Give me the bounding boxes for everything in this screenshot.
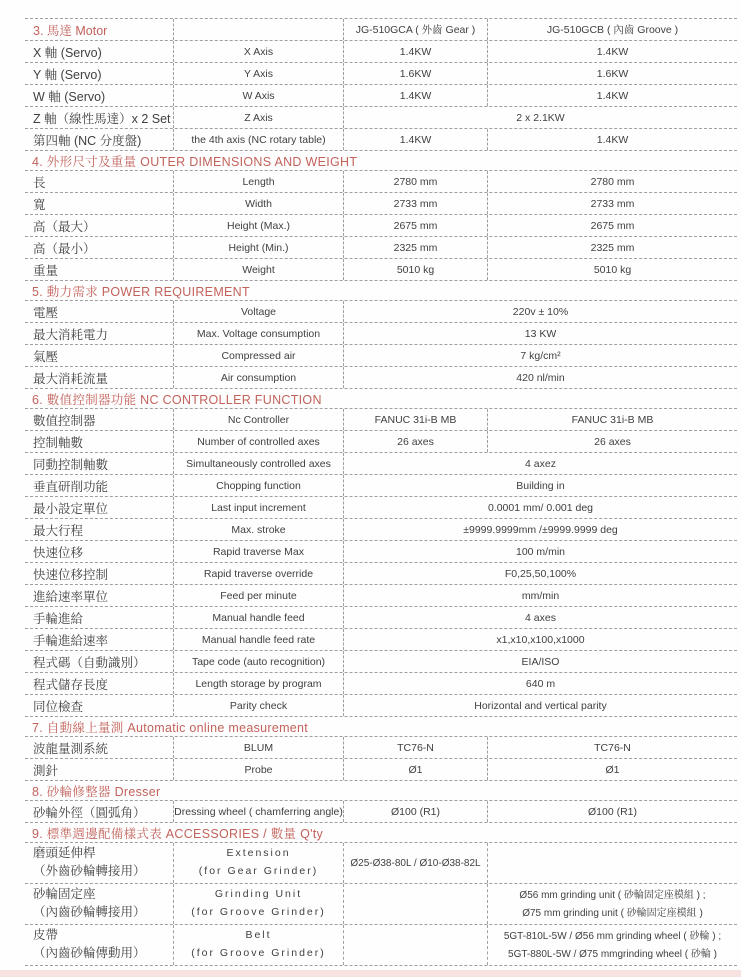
section-title-text: 5. 動力需求 POWER REQUIREMENT (32, 284, 250, 299)
spec-table (25, 18, 737, 966)
value-gcb-line1: Ø56 mm grinding unit ( 砂輪固定座模組 ) ; (519, 889, 706, 901)
row-label-zh: 數值控制器 (33, 413, 96, 428)
row-label-zh: 高（最小） (33, 241, 96, 256)
row-label-en: Probe (173, 759, 343, 780)
value-gca: 5010 kg (343, 259, 487, 280)
section-title-text: 7. 自動線上量測 Automatic online measurement (32, 720, 309, 735)
value-both-models: x1,x10,x100,x1000 (343, 629, 737, 650)
row-label-en: Nc Controller (173, 409, 343, 430)
row-label-en: Length (173, 171, 343, 192)
row-label-zh: 長 (33, 175, 46, 190)
row-label-zh: 測針 (33, 763, 59, 778)
row-label-zh (25, 884, 173, 924)
value-gca: 1.4KW (343, 41, 487, 62)
bottom-accent-strip (0, 970, 741, 977)
row-label-en: BLUM (173, 737, 343, 758)
section-title-text: 6. 數值控制器功能 NC CONTROLLER FUNCTION (32, 392, 322, 407)
table-header-row (25, 19, 737, 41)
row-label-zh: 最大消耗流量 (33, 371, 109, 386)
section-title-text: 8. 砂輪修整器 Dresser (32, 784, 161, 799)
row-label-zh: W 軸 (Servo) (33, 89, 106, 104)
row-label-zh: 第四軸 (NC 分度盤) (33, 133, 142, 148)
table-row (25, 695, 737, 717)
value-gca: 2780 mm (343, 171, 487, 192)
section-title-text: 9. 標準週邊配備樣式表 ACCESSORIES / 數量 Q'ty (32, 826, 324, 841)
table-row (25, 884, 737, 925)
section-header-row (25, 823, 737, 843)
value-both-models: Building in (343, 475, 737, 496)
value-gca: 1.4KW (343, 129, 487, 150)
table-row (25, 409, 737, 431)
table-row (25, 259, 737, 281)
table-row (25, 737, 737, 759)
value-both-models: F0,25,50,100% (343, 563, 737, 584)
value-both-models: 0.0001 mm/ 0.001 deg (343, 497, 737, 518)
table-row (25, 519, 737, 541)
table-row (25, 431, 737, 453)
value-both-models: 100 m/min (343, 541, 737, 562)
row-label-zh: 控制軸數 (33, 435, 84, 450)
row-label-zh-line2: （內齒砂輪轉接用） (33, 905, 146, 920)
row-label-en: Tape code (auto recognition) (173, 651, 343, 672)
value-gcb (487, 925, 737, 965)
value-gcb: 2675 mm (487, 215, 737, 236)
row-label-en: Weight (173, 259, 343, 280)
row-label-en: Last input increment (173, 497, 343, 518)
table-row (25, 801, 737, 823)
value-both-models: 4 axes (343, 607, 737, 628)
row-label-en-line2: (for Groove Grinder) (191, 947, 326, 960)
value-gca: TC76-N (343, 737, 487, 758)
row-label-en: W Axis (173, 85, 343, 106)
table-row (25, 759, 737, 781)
table-row (25, 629, 737, 651)
row-label-zh: X 軸 (Servo) (33, 45, 102, 60)
value-both-models: 420 nl/min (343, 367, 737, 388)
row-label-en: Max. Voltage consumption (173, 323, 343, 344)
table-row (25, 85, 737, 107)
value-gcb: 26 axes (487, 431, 737, 452)
section-header-row (25, 281, 737, 301)
row-label-zh: 同位檢查 (33, 699, 84, 714)
row-label-zh: 電壓 (33, 305, 59, 320)
value-gcb-line1: 5GT-810L-5W / Ø56 mm grinding wheel ( 砂輪 ) ; (503, 930, 722, 942)
value-gcb: 1.6KW (487, 63, 737, 84)
row-label-zh: 程式碼（自動識別） (33, 655, 146, 670)
value-gcb: Ø1 (487, 759, 737, 780)
row-label-zh: 最大行程 (33, 523, 84, 538)
row-label-en: the 4th axis (NC rotary table) (173, 129, 343, 150)
table-row (25, 585, 737, 607)
row-label-en: Voltage (173, 301, 343, 322)
section-header-row (25, 717, 737, 737)
table-row (25, 541, 737, 563)
value-gcb-line2: Ø75 mm grinding unit ( 砂輪固定座模組 ) (522, 907, 703, 919)
section-header-row (25, 151, 737, 171)
row-label-en: Y Axis (173, 63, 343, 84)
column-header-gcb: JG-510GCB ( 內齒 Groove ) (487, 19, 737, 40)
row-label-en-line2: (for Gear Grinder) (198, 865, 319, 878)
row-label-zh (25, 925, 173, 965)
value-gca: 2733 mm (343, 193, 487, 214)
value-gca: 1.4KW (343, 85, 487, 106)
table-row (25, 453, 737, 475)
table-row (25, 925, 737, 966)
table-row (25, 367, 737, 389)
value-both-models: 7 kg/cm² (343, 345, 737, 366)
row-label-zh: 快速位移控制 (33, 567, 109, 582)
table-row (25, 345, 737, 367)
table-row (25, 41, 737, 63)
value-both-models: EIA/ISO (343, 651, 737, 672)
value-gcb: 1.4KW (487, 85, 737, 106)
row-label-en: X Axis (173, 41, 343, 62)
row-label-en: Number of controlled axes (173, 431, 343, 452)
row-label-en: Height (Max.) (173, 215, 343, 236)
row-label-zh: 高（最大） (33, 219, 96, 234)
value-gcb (487, 843, 737, 883)
row-label-zh: 重量 (33, 263, 59, 278)
table-row (25, 497, 737, 519)
value-both-models: 4 axez (343, 453, 737, 474)
row-label-zh: 最大消耗電力 (33, 327, 109, 342)
value-both-models: 13 KW (343, 323, 737, 344)
row-label-en: Rapid traverse Max (173, 541, 343, 562)
row-label-zh-line1: 磨頭延伸桿 (33, 846, 96, 861)
value-gcb: 5010 kg (487, 259, 737, 280)
row-label-en (173, 925, 343, 965)
row-label-en: Height (Min.) (173, 237, 343, 258)
value-gcb: FANUC 31i-B MB (487, 409, 737, 430)
row-label-en: Air consumption (173, 367, 343, 388)
table-row (25, 301, 737, 323)
value-gca: Ø25-Ø38-80L / Ø10-Ø38-82L (343, 843, 487, 883)
header-spacer-cell (173, 19, 343, 40)
section-title-text: 4. 外形尺寸及重量 OUTER DIMENSIONS AND WEIGHT (32, 154, 358, 169)
row-label-zh: 垂直研削功能 (33, 479, 109, 494)
table-row (25, 323, 737, 345)
row-label-zh: 手輪進給速率 (33, 633, 109, 648)
table-row (25, 475, 737, 497)
row-label-zh: 程式儲存長度 (33, 677, 109, 692)
value-gcb: TC76-N (487, 737, 737, 758)
table-row (25, 237, 737, 259)
table-row (25, 607, 737, 629)
value-both-models: ±9999.9999mm /±9999.9999 deg (343, 519, 737, 540)
section-header-row (25, 389, 737, 409)
table-row (25, 215, 737, 237)
row-label-en: Width (173, 193, 343, 214)
table-row (25, 651, 737, 673)
row-label-en-line1: Grinding Unit (214, 888, 303, 901)
table-row (25, 129, 737, 151)
value-gca: 26 axes (343, 431, 487, 452)
value-gcb: 1.4KW (487, 129, 737, 150)
row-label-en (173, 843, 343, 883)
row-label-en (173, 884, 343, 924)
value-gca (343, 884, 487, 924)
row-label-en: Simultaneously controlled axes (173, 453, 343, 474)
row-label-en: Feed per minute (173, 585, 343, 606)
row-label-zh: 氣壓 (33, 349, 59, 364)
row-label-zh: 最小設定單位 (33, 501, 109, 516)
row-label-zh: 快速位移 (33, 545, 84, 560)
row-label-en-line2: (for Groove Grinder) (191, 906, 326, 919)
row-label-en: Rapid traverse override (173, 563, 343, 584)
row-label-en-line1: Belt (245, 929, 272, 942)
row-label-zh: 砂輪外徑（圓弧角） (33, 805, 146, 820)
value-gca: 2675 mm (343, 215, 487, 236)
value-gcb: 2733 mm (487, 193, 737, 214)
value-gcb: Ø100 (R1) (487, 801, 737, 822)
row-label-zh-line2: （內齒砂輪傳動用） (33, 946, 146, 961)
value-both-models: 2 x 2.1KW (343, 107, 737, 128)
table-row (25, 673, 737, 695)
row-label-zh-line2: （外齒砂輪轉接用） (33, 864, 146, 879)
row-label-en: Chopping function (173, 475, 343, 496)
table-row (25, 563, 737, 585)
section-title (25, 19, 173, 40)
row-label-en: Length storage by program (173, 673, 343, 694)
table-row (25, 843, 737, 884)
value-gca: 2325 mm (343, 237, 487, 258)
row-label-zh: Z 軸（線性馬達）x 2 Set (33, 111, 171, 126)
value-gca: FANUC 31i-B MB (343, 409, 487, 430)
value-gcb (487, 884, 737, 924)
value-both-models: Horizontal and vertical parity (343, 695, 737, 716)
row-label-zh: 進給速率單位 (33, 589, 109, 604)
row-label-en-line1: Extension (226, 847, 291, 860)
value-both-models: mm/min (343, 585, 737, 606)
row-label-en: Manual handle feed (173, 607, 343, 628)
table-row (25, 171, 737, 193)
value-gca: Ø1 (343, 759, 487, 780)
row-label-en: Z Axis (173, 107, 343, 128)
table-row (25, 63, 737, 85)
value-gcb-line2: 5GT-880L-5W / Ø75 mmgrinding wheel ( 砂輪 ) (508, 948, 717, 960)
value-gcb: 1.4KW (487, 41, 737, 62)
row-label-en: Dressing wheel ( chamferring angle) (173, 801, 343, 822)
value-gca: Ø100 (R1) (343, 801, 487, 822)
value-gcb: 2780 mm (487, 171, 737, 192)
value-both-models: 220v ± 10% (343, 301, 737, 322)
row-label-en: Manual handle feed rate (173, 629, 343, 650)
value-gca (343, 925, 487, 965)
value-both-models: 640 m (343, 673, 737, 694)
row-label-zh: Y 軸 (Servo) (33, 67, 102, 82)
row-label-zh (25, 843, 173, 883)
row-label-zh-line1: 皮帶 (33, 928, 59, 943)
table-row (25, 107, 737, 129)
row-label-zh: 波龍量測系統 (33, 741, 109, 756)
section-title-text: 3. 馬達 Motor (33, 23, 108, 38)
row-label-zh: 寬 (33, 197, 46, 212)
value-gcb: 2325 mm (487, 237, 737, 258)
table-row (25, 193, 737, 215)
row-label-zh-line1: 砂輪固定座 (33, 887, 96, 902)
row-label-zh: 手輪進給 (33, 611, 84, 626)
column-header-gca: JG-510GCA ( 外齒 Gear ) (343, 19, 487, 40)
value-gca: 1.6KW (343, 63, 487, 84)
row-label-en: Parity check (173, 695, 343, 716)
row-label-en: Compressed air (173, 345, 343, 366)
section-header-row (25, 781, 737, 801)
row-label-zh: 同動控制軸數 (33, 457, 109, 472)
row-label-en: Max. stroke (173, 519, 343, 540)
